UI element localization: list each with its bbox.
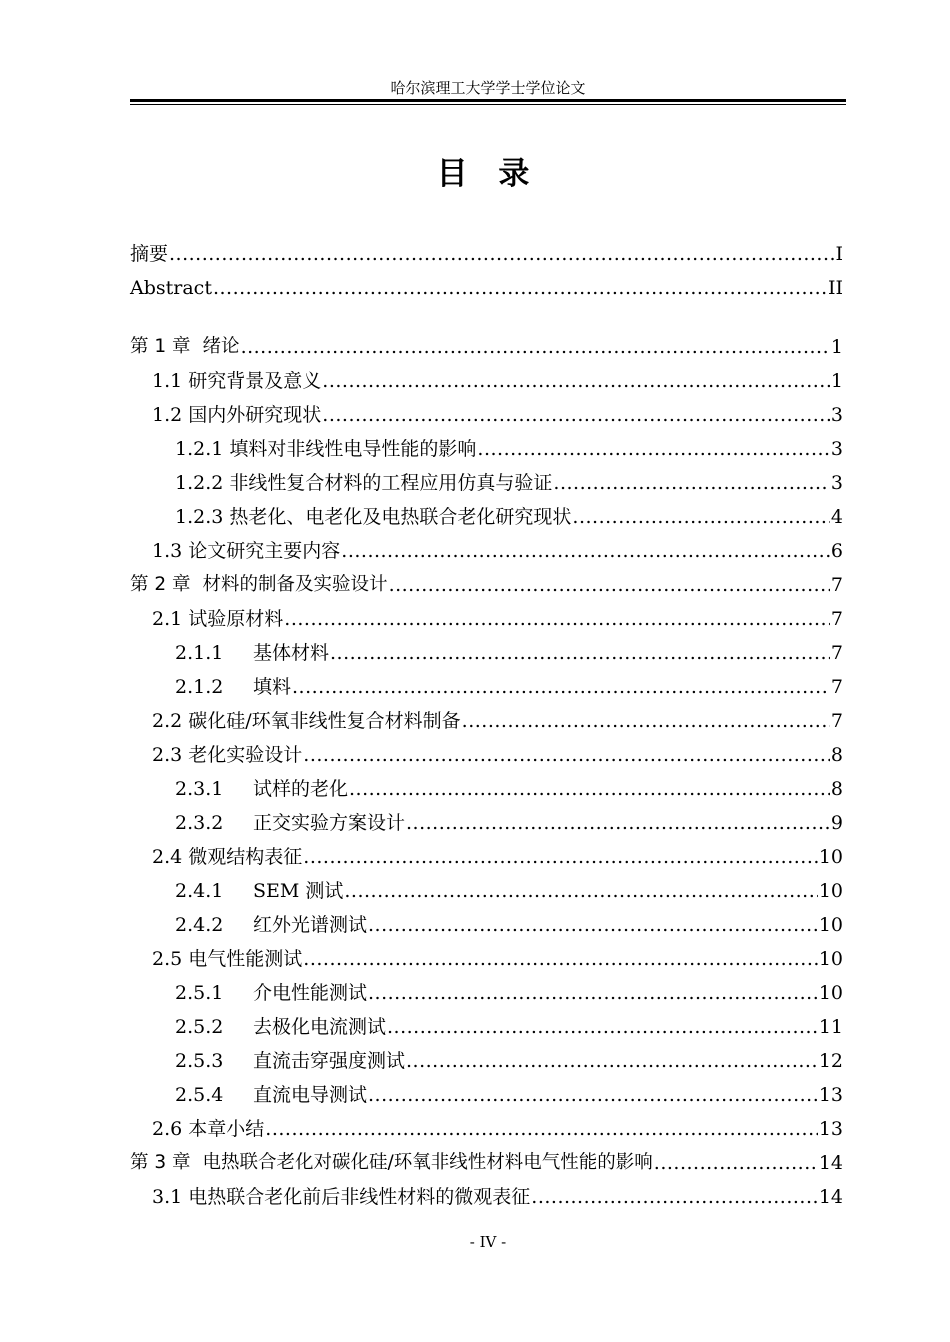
toc-subsection-2-4-2[interactable] [130,908,843,942]
toc-leader-dots [322,364,830,398]
toc-entry-page: 4 [830,506,843,528]
toc-section-1-1[interactable] [130,364,843,398]
toc-leader-dots [213,271,827,305]
toc-entry-label: 2.1.1 基体材料 [175,642,330,664]
toc-leader-dots [303,738,830,772]
toc-entry-page: 14 [818,1186,843,1208]
toc-subsection-1-2-3[interactable] [130,500,843,534]
toc-leader-dots [654,1146,818,1180]
toc-entry-page: 7 [830,710,843,732]
toc-entry-page: 1 [830,370,843,392]
toc-entry-abstract-en[interactable] [130,271,843,305]
toc-leader-dots [303,942,818,976]
toc-entry-label: 2.2 碳化硅/环氧非线性复合材料制备 [152,710,461,732]
toc-leader-dots [330,636,830,670]
toc-entry-page: 14 [818,1152,843,1174]
toc-entry-label: 2.4.1 SEM 测试 [175,880,344,902]
toc-entry-label: Abstract [130,277,212,299]
toc-entry-abstract-cn[interactable] [130,237,843,271]
toc-leader-dots [406,806,830,840]
toc-leader-dots [389,568,830,602]
toc-entry-label: 2.5 电气性能测试 [152,948,303,970]
toc-entry-page: 10 [818,948,843,970]
header-rule-thin [130,104,846,105]
toc-entry-page: II [827,277,843,299]
toc-entry-page: 10 [818,880,843,902]
toc-entry-label: 2.5.4 直流电导测试 [175,1084,368,1106]
toc-entry-label: 1.2.1 填料对非线性电导性能的影响 [175,438,477,460]
toc-section-2-2[interactable] [130,704,843,738]
toc-chapter-3[interactable] [130,1146,843,1180]
toc-entry-page: 12 [818,1050,843,1072]
toc-entry-page: 1 [830,336,843,358]
toc-entry-page: 10 [818,982,843,1004]
toc-subsection-2-3-2[interactable] [130,806,843,840]
toc-subsection-1-2-1[interactable] [130,432,843,466]
toc-entry-page: 6 [830,540,843,562]
toc-leader-dots [341,534,830,568]
toc-entry-label: 第 2 章 材料的制备及实验设计 [130,574,388,595]
toc-entry-label: 2.5.2 去极化电流测试 [175,1016,387,1038]
toc-subsection-2-5-4[interactable] [130,1078,843,1112]
toc-entry-label: 2.4.2 红外光谱测试 [175,914,368,936]
header-rule-thick [130,99,846,102]
toc-entry-page: 7 [830,642,843,664]
toc-leader-dots [368,1078,818,1112]
toc-leader-dots [387,1010,818,1044]
toc-entry-label: 2.5.1 介电性能测试 [175,982,368,1004]
toc-leader-dots [572,500,829,534]
toc-section-1-3[interactable] [130,534,843,568]
toc-leader-dots [368,908,818,942]
toc-entry-label: 2.3.2 正交实验方案设计 [175,812,406,834]
toc-entry-label: 1.3 论文研究主要内容 [152,540,341,562]
toc-leader-dots [349,772,830,806]
toc-leader-dots [241,330,830,364]
toc-section-1-2[interactable] [130,398,843,432]
toc-entry-page: 3 [830,472,843,494]
toc-entry-page: 8 [830,778,843,800]
toc-section-2-3[interactable] [130,738,843,772]
toc-section-3-1[interactable] [130,1180,843,1214]
toc-entry-label: 3.1 电热联合老化前后非线性材料的微观表征 [152,1186,531,1208]
toc-entry-label: 2.4 微观结构表征 [152,846,303,868]
toc-leader-dots [265,1112,818,1146]
toc-leader-dots [531,1180,818,1214]
toc-entry-label: 2.3.1 试样的老化 [175,778,349,800]
toc-entry-label: 1.2.2 非线性复合材料的工程应用仿真与验证 [175,472,553,494]
toc-leader-dots [368,976,818,1010]
toc-subsection-2-1-1[interactable] [130,636,843,670]
toc-leader-dots [477,432,829,466]
toc-entry-label: 2.5.3 直流击穿强度测试 [175,1050,406,1072]
toc-entry-label: 第 1 章 绪论 [130,336,240,357]
toc-entry-page: I [835,243,843,265]
toc-section-2-6[interactable] [130,1112,843,1146]
toc-entry-page: 13 [818,1084,843,1106]
toc-leader-dots [344,874,817,908]
toc-entry-page: 8 [830,744,843,766]
toc-subsection-2-5-1[interactable] [130,976,843,1010]
toc-leader-dots [553,466,829,500]
toc-entry-page: 7 [830,574,843,596]
toc-entry-label: 第 3 章 电热联合老化对碳化硅/环氧非线性材料电气性能的影响 [130,1152,653,1173]
toc-entry-page: 7 [830,676,843,698]
toc-entry-label: 1.2 国内外研究现状 [152,404,322,426]
toc-subsection-2-4-1[interactable] [130,874,843,908]
toc-leader-dots [169,237,834,271]
toc-entry-label: 1.2.3 热老化、电老化及电热联合老化研究现状 [175,506,572,528]
toc-entry-label: 摘要 [130,243,169,265]
page-number: - IV - [469,1233,507,1251]
toc-entry-page: 9 [830,812,843,834]
toc-subsection-2-1-2[interactable] [130,670,843,704]
toc-entry-page: 10 [818,846,843,868]
page-title: 目 录 [436,156,540,192]
toc-entry-label: 2.1.2 填料 [175,676,292,698]
toc-leader-dots [322,398,830,432]
toc-section-2-1[interactable] [130,602,843,636]
toc-entry-page: 13 [818,1118,843,1140]
toc-chapter-2[interactable] [130,568,843,602]
toc-section-2-5[interactable] [130,942,843,976]
toc-entry-page: 10 [818,914,843,936]
toc-leader-dots [303,840,818,874]
toc-entry-page: 3 [830,404,843,426]
toc-section-2-4[interactable] [130,840,843,874]
toc-leader-dots [462,704,830,738]
toc-leader-dots [284,602,830,636]
toc-leader-dots [406,1044,818,1078]
running-header: 哈尔滨理工大学学士学位论文 [390,79,586,97]
toc-entry-label: 2.1 试验原材料 [152,608,284,630]
toc-subsection-1-2-2[interactable] [130,466,843,500]
toc-entry-page: 7 [830,608,843,630]
toc-leader-dots [292,670,830,704]
toc-subsection-2-5-2[interactable] [130,1010,843,1044]
toc-chapter-1[interactable] [130,330,843,364]
toc-entry-label: 2.3 老化实验设计 [152,744,303,766]
toc-spacer [130,305,843,330]
table-of-contents [130,237,843,1214]
toc-subsection-2-5-3[interactable] [130,1044,843,1078]
toc-entry-label: 2.6 本章小结 [152,1118,265,1140]
toc-entry-page: 3 [830,438,843,460]
toc-entry-page: 11 [818,1016,843,1038]
toc-entry-label: 1.1 研究背景及意义 [152,370,322,392]
toc-subsection-2-3-1[interactable] [130,772,843,806]
